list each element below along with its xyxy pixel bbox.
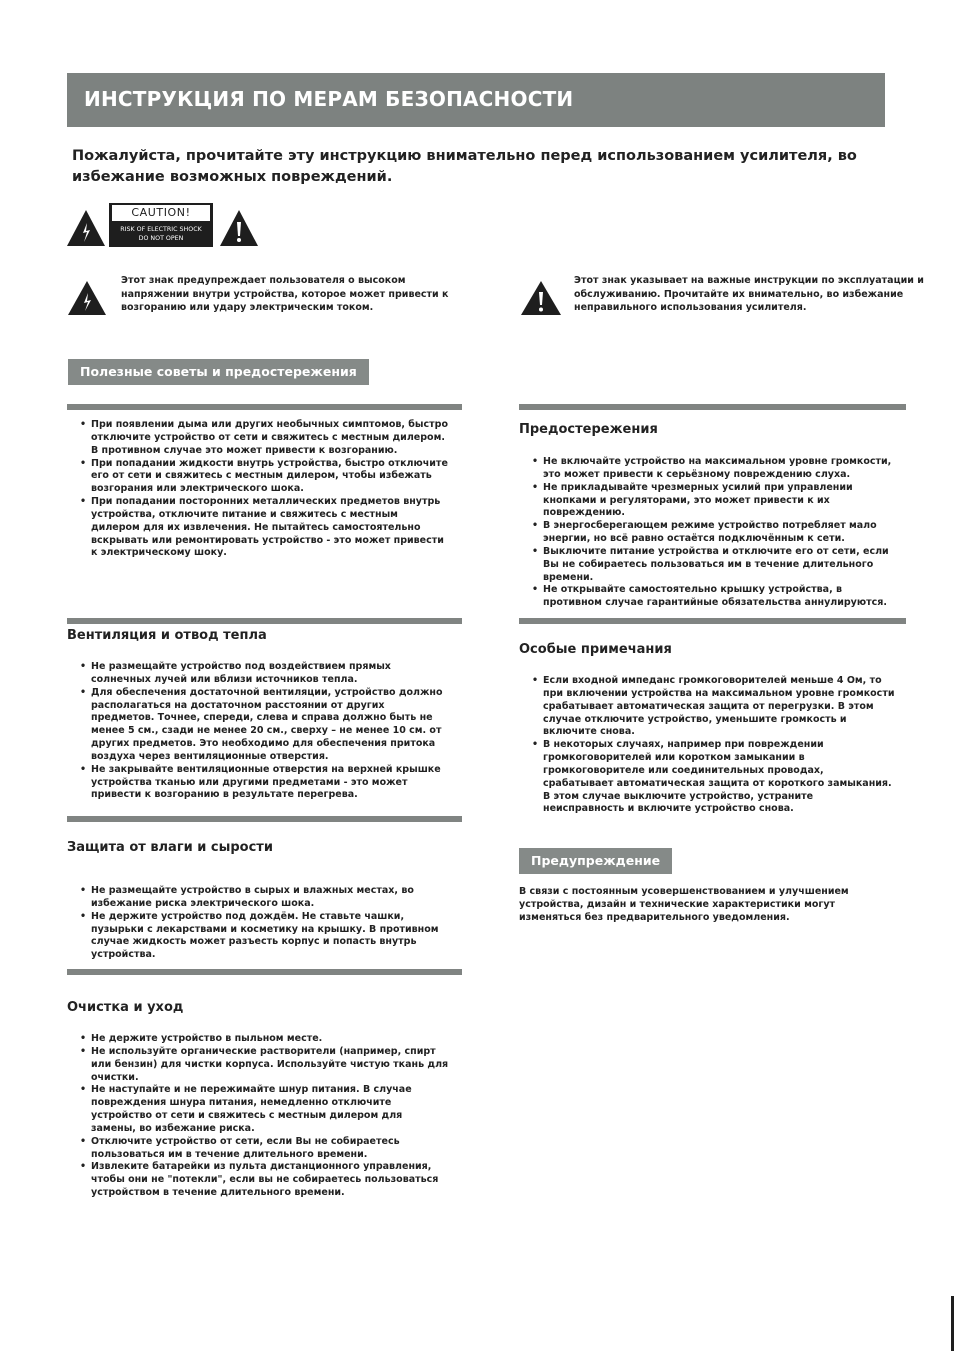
list-item: • При попадании жидкости внутрь устройства, быстро отключите его от сети и свяжитесь с местным дилером, чтобы избежать возгорания или электрического шока. — [80, 458, 450, 497]
divider — [67, 404, 462, 410]
list-item: • Не размещайте устройство под воздействием прямых солнечных лучей или вблизи источников тепла. — [80, 661, 450, 687]
list-item: • Не используйте органические растворители (например, спирт или бензин) для чистки корпуса. Используйте чистую ткань для очистки. — [80, 1046, 450, 1085]
divider — [67, 618, 462, 624]
divider — [519, 404, 906, 410]
list-item: • В некоторых случаях, например при повреждении громкоговорителей или коротком замыкании в громкоговорителе или соединительных проводах, срабатывает автоматическая защита от короткого замыкания. В этом случае выключите устройство, устраните неисправность и включите устройство снова. — [532, 739, 897, 816]
moisture-heading: Защита от влаги и сырости — [67, 840, 273, 855]
precautions-list — [532, 456, 897, 610]
list-item: • При появлении дыма или других необычных симптомов, быстро отключите устройство от сети и свяжитесь с местным дилером. В противном случае это может привести к возгоранию. — [80, 419, 450, 458]
list-item: • Не наступайте и не пережимайте шнур питания. В случае повреждения шнура питания, немедленно отключите устройство от сети и свяжитесь с местным дилером для замены, во избежание риска. — [80, 1084, 450, 1135]
list-item: • Отключите устройство от сети, если Вы не собираетесь пользоваться им в течение длительного времени. — [80, 1136, 450, 1162]
notes-list — [532, 675, 897, 816]
moisture-list — [80, 885, 450, 962]
precautions-heading: Предостережения — [519, 422, 658, 437]
divider — [519, 618, 906, 624]
exclamation-note: Этот знак указывает на важные инструкции по эксплуатации и обслуживанию. Прочитайте их внимательно, во избежание неправильного использования усилителя. — [574, 275, 924, 314]
tips-list — [80, 419, 450, 560]
divider — [67, 969, 462, 975]
lightning-symbol-icon — [67, 280, 107, 316]
list-item: • Не открывайте самостоятельно крышку устройства, в противном случае гарантийные обязательства аннулируются. — [532, 584, 897, 610]
list-item: • Для обеспечения достаточной вентиляции, устройство должно располагаться на достаточном расстоянии от других предметов. Точнее, спереди, слева и справа должно быть не менее 5 см., сзади не менее 20 см., сверху – не менее 10 см. от других предметов. Это необходимо для обеспечения притока воздуха через вентиляционные отверстия. — [80, 687, 450, 764]
caution-line2: DO NOT OPEN — [138, 235, 184, 242]
warning-text: В связи с постоянным усовершенствованием и улучшением устройства, дизайн и технические характеристики могут изменяться без предварительного уведомления. — [519, 886, 849, 923]
list-item: • Не закрывайте вентиляционные отверстия на верхней крышке устройства тканью или другими предметами - это может привести к возгоранию в результате перегрева. — [80, 764, 450, 803]
list-item: • Если входной импеданс громкоговорителей меньше 4 Ом, то при включении устройства на максимальном уровне громкости срабатывает автоматическая защита от перегрузки. В этом случае отключите устройство, уменьшите громкость и включите снова. — [532, 675, 897, 739]
list-item: • Извлеките батарейки из пульта дистанционного управления, чтобы они не "потекли", если вы не собираетесь пользоваться устройством в течение длительного времени. — [80, 1161, 450, 1200]
list-item: • Не прикладывайте чрезмерных усилий при управлении кнопками и регуляторами, это может привести к их повреждению. — [532, 482, 897, 521]
list-item: • При попадании посторонних металлических предметов внутрь устройства, отключите питание и свяжитесь с местным дилером для их извлечения. Не пытайтесь самостоятельно вскрывать или ремонтировать устройство - это может привести к электрическому шоку. — [80, 496, 450, 560]
list-item: • Выключите питание устройства и отключите его от сети, если Вы не собираетесь пользоваться им в течение длительного времени. — [532, 546, 897, 585]
page-title: ИНСТРУКЦИЯ ПО МЕРАМ БЕЗОПАСНОСТИ — [84, 87, 574, 111]
lightning-note: Этот знак предупреждает пользователя о высоком напряжении внутри устройства, которое может привести к возгоранию или удару электрическим током. — [121, 275, 449, 314]
list-item: • Не держите устройство под дождём. Не ставьте чашки, пузырьки с лекарствами и косметику на крышку. В противном случае жидкость может разъесть корпус и попасть внутрь устройства. — [80, 911, 450, 962]
ventilation-heading: Вентиляция и отвод тепла — [67, 628, 267, 643]
header-banner — [67, 73, 885, 127]
list-item: • Не размещайте устройство в сырых и влажных местах, во избежание риска электрического шока. — [80, 885, 450, 911]
caution-line1: RISK OF ELECTRIC SHOCK — [120, 226, 202, 233]
warning-tag: Предупреждение — [519, 848, 672, 874]
caution-label — [109, 203, 213, 247]
list-item: • Не держите устройство в пыльном месте. — [80, 1033, 450, 1046]
intro-text: Пожалуйста, прочитайте эту инструкцию внимательно перед использованием усилителя, во избежание возможных повреждений. — [72, 148, 857, 185]
tips-tag: Полезные советы и предостережения — [68, 359, 369, 385]
cleaning-list — [80, 1033, 450, 1200]
exclamation-symbol-icon — [520, 280, 562, 316]
lightning-warning-icon — [66, 209, 106, 247]
divider — [67, 816, 462, 822]
list-item: • В энергосберегающем режиме устройство потребляет мало энергии, но всё равно остаётся подключённым к сети. — [532, 520, 897, 546]
list-item: • Не включайте устройство на максимальном уровне громкости, это может привести к серьёзному повреждению слуха. — [532, 456, 897, 482]
cleaning-heading: Очистка и уход — [67, 1000, 184, 1015]
exclamation-warning-icon — [219, 209, 259, 247]
caution-title: CAUTION! — [112, 205, 210, 221]
ventilation-list — [80, 661, 450, 802]
notes-heading: Особые примечания — [519, 642, 672, 657]
